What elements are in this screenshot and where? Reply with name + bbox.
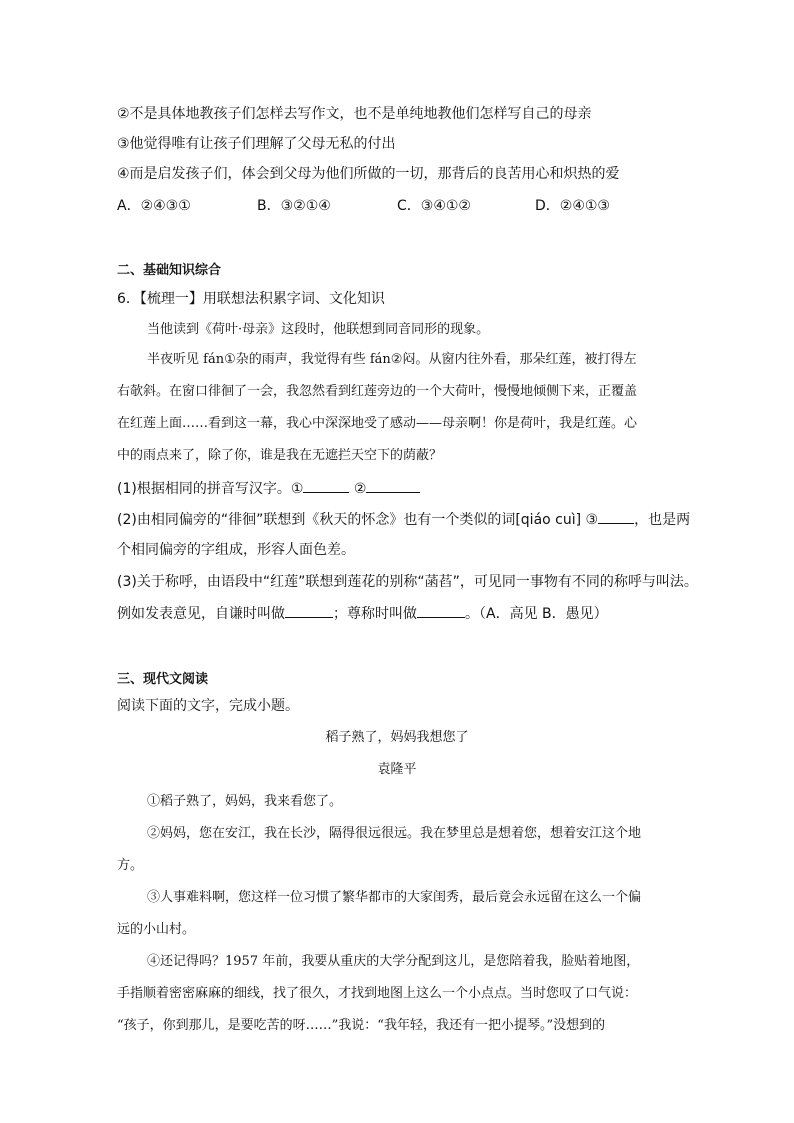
answer-blank-2[interactable] bbox=[366, 478, 420, 493]
sub-question-3-tail: 。（A．高见 B．愚见） bbox=[465, 606, 608, 622]
passage-line: 右欹斜。在窗口徘徊了一会，我忽然看到红莲旁边的一个大荷叶，慢慢地倾侧下来，正覆盖 bbox=[117, 384, 638, 399]
sub-question-2 bbox=[117, 509, 690, 530]
section-2-heading: 二、基础知识综合 bbox=[117, 263, 222, 278]
article-paragraph-cont: 手指顺着密密麻麻的细线，找了很久，才找到地图上这么一个小点点。当时您叹了口气说： bbox=[117, 986, 638, 1001]
sentence-2: ②不是具体地教孩子们怎样去写作文，也不是单纯地教他们怎样写自己的母亲 bbox=[117, 106, 592, 122]
section-3-heading: 三、现代文阅读 bbox=[117, 672, 209, 687]
article-paragraph: ①稻子熟了，妈妈，我来看您了。 bbox=[147, 794, 343, 809]
sub-question-3: (3)关于称呼，由语段中“红莲”联想到莲花的别称“菡萏”，可见同一事物有不同的称呼与叫法。 bbox=[117, 574, 698, 590]
article-paragraph-cont: “孩子，你到那儿，是要吃苦的呀……”我说：“我年轻，我还有一把小提琴。”没想到的 bbox=[117, 1018, 606, 1033]
question-6-title: 6．【梳理一】用联想法积累字词、文化知识 bbox=[117, 291, 385, 307]
sub-question-2-text: (2)由相同偏旁的“徘徊”联想到《秋天的怀念》也有一个类似的词[qiáo cuì] ③ bbox=[117, 512, 599, 528]
reading-instruction: 阅读下面的文字，完成小题。 bbox=[117, 698, 299, 714]
sub-question-2-cont: 个相同偏旁的字组成，形容人面色差。 bbox=[117, 542, 355, 558]
sub-question-1-text: (1)根据相同的拼音写汉字。① bbox=[117, 481, 304, 497]
sub-question-3-text: 例如发表意见，自谦时叫做 bbox=[117, 606, 285, 622]
sub-question-2-tail: ，也是两 bbox=[634, 512, 691, 528]
sub-question-3-mid: ；尊称时叫做 bbox=[333, 606, 417, 622]
article-title: 稻子熟了，妈妈我想您了 bbox=[325, 730, 469, 745]
sentence-4: ④而是启发孩子们，体会到父母为他们所做的一切，那背后的良苦用心和炽热的爱 bbox=[117, 166, 620, 182]
answer-option-a: A．②④③① bbox=[117, 198, 191, 214]
passage-line: 中的雨点来了，除了你，谁是我在无遮拦天空下的荫蔽？ bbox=[117, 448, 443, 463]
answer-blank-3[interactable] bbox=[598, 509, 634, 524]
article-paragraph: ④还记得吗？1957 年前，我要从重庆的大学分配到这儿，是您陪着我，脸贴着地图， bbox=[147, 954, 640, 969]
sub-question-3-cont bbox=[117, 603, 608, 624]
answer-blank-1[interactable] bbox=[303, 478, 349, 493]
answer-option-d: D．②④①③ bbox=[535, 198, 610, 214]
sentence-3: ③他觉得唯有让孩子们理解了父母无私的付出 bbox=[117, 136, 396, 152]
answer-option-c: C．③④①② bbox=[397, 198, 471, 214]
answer-blank-5[interactable] bbox=[417, 603, 465, 618]
article-paragraph-cont: 方。 bbox=[117, 858, 144, 873]
article-paragraph: ②妈妈，您在安江，我在长沙，隔得很远很远。我在梦里总是想着您，想着安江这个地 bbox=[147, 826, 642, 841]
sub-question-1 bbox=[117, 478, 420, 499]
answer-blank-4[interactable] bbox=[285, 603, 333, 618]
sub-question-1-mid: ② bbox=[353, 481, 367, 497]
article-author: 袁隆平 bbox=[377, 762, 417, 777]
article-paragraph-cont: 远的小山村。 bbox=[117, 922, 196, 937]
question-6-intro: 当他读到《荷叶·母亲》这段时，他联想到同音同形的现象。 bbox=[147, 322, 490, 337]
answer-option-b: B．③②①④ bbox=[257, 198, 331, 214]
article-paragraph: ③人事难料啊，您这样一位习惯了繁华都市的大家闺秀，最后竟会永远留在这么一个偏 bbox=[147, 890, 642, 905]
passage-line: 半夜听见 fán①杂的雨声，我觉得有些 fán②闷。从窗内往外看，那朵红莲，被打得左 bbox=[147, 352, 637, 367]
passage-line: 在红莲上面……看到这一幕，我心中深深地受了感动——母亲啊！你是荷叶，我是红莲。心 bbox=[117, 416, 638, 431]
